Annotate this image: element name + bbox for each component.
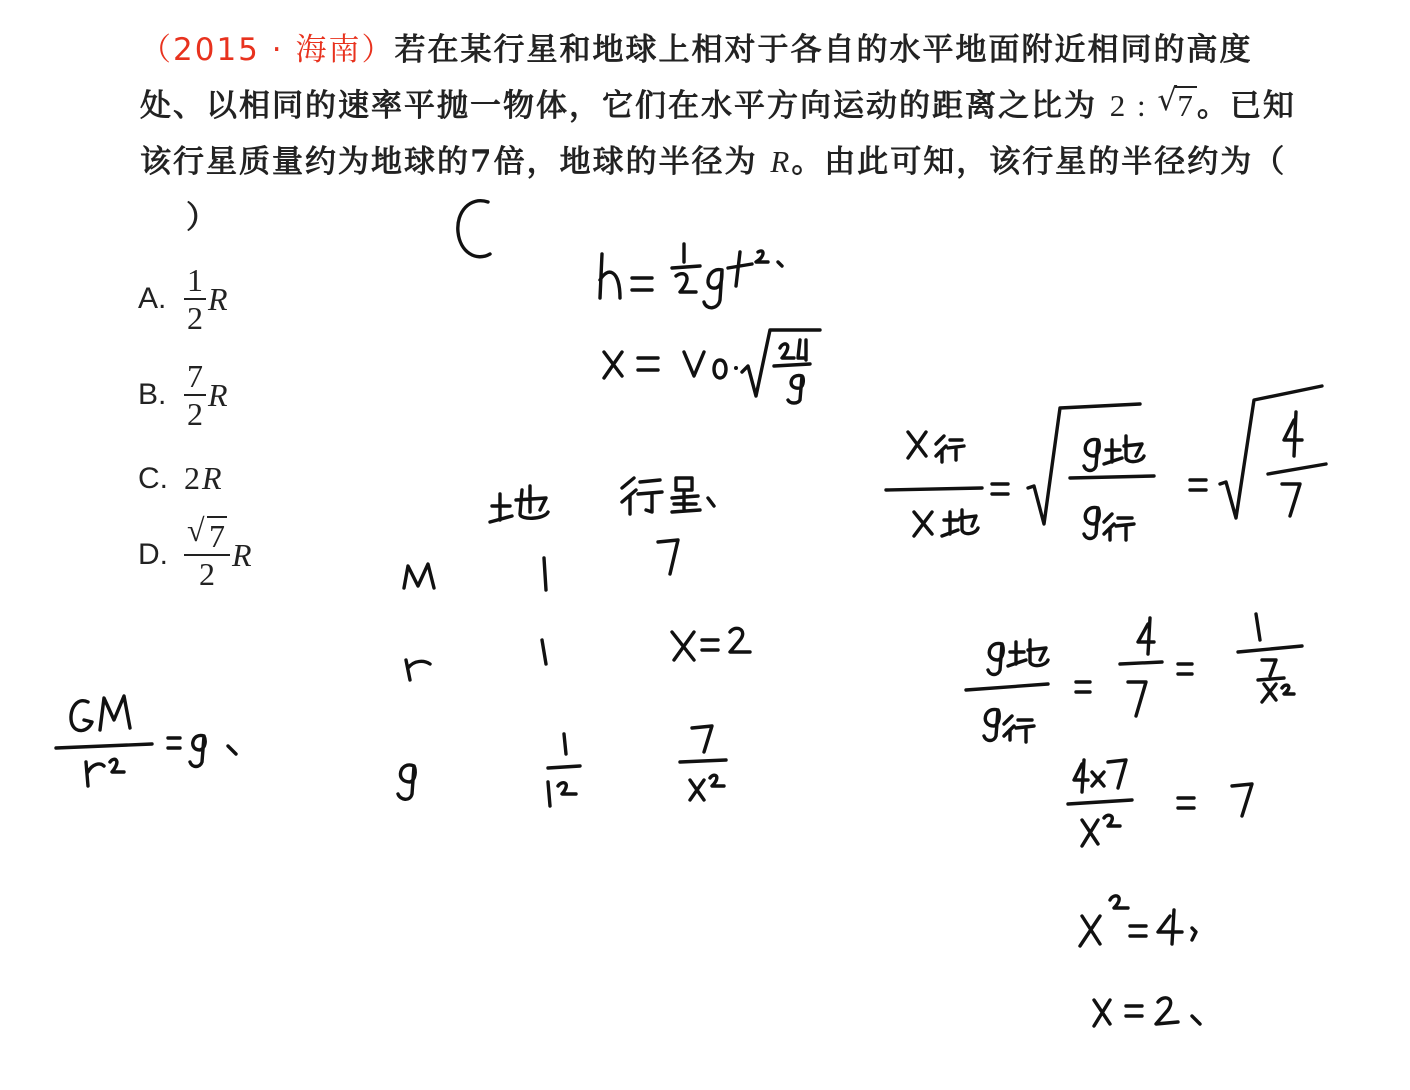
option-b-fraction: $\frac{7}{2}$ bbox=[184, 358, 206, 432]
comparison-table bbox=[398, 478, 750, 806]
distance-formula bbox=[604, 330, 820, 403]
stem-close: ） bbox=[186, 200, 219, 236]
radius-symbol: R bbox=[770, 144, 792, 179]
answer-mark-c bbox=[458, 201, 490, 257]
source-label: （2015 · 海南） bbox=[140, 32, 395, 68]
stem-part1: 若在某行星和地球上相对于各自的水平地面附近相同的高度处、以相同的速率平抛一物体，它们在水平方向运动的距离之比为 bbox=[140, 32, 1253, 124]
stem-part3: 。由此可知，该行星的半径约为（ bbox=[791, 144, 1287, 180]
height-formula bbox=[600, 244, 782, 308]
option-c-letter: C. bbox=[138, 461, 168, 495]
ratio-left: 2 : bbox=[1109, 88, 1158, 123]
option-a-variable: R bbox=[208, 280, 228, 317]
ratio-equation bbox=[886, 386, 1326, 540]
option-d-variable: R bbox=[232, 536, 252, 573]
step3-equation bbox=[1094, 998, 1200, 1026]
option-d-fraction: √ 7 2 bbox=[184, 518, 230, 592]
step1-equation bbox=[1068, 760, 1252, 846]
option-b-variable: R bbox=[208, 376, 228, 413]
option-a-fraction: $\frac{1}{2}$ bbox=[184, 262, 206, 336]
stem-part2: 。已知该行星质量约为地球的7倍，地球的半径为 bbox=[140, 88, 1296, 180]
step2-equation bbox=[1080, 896, 1196, 946]
option-a-letter: A. bbox=[138, 282, 167, 315]
option-d-letter: D. bbox=[138, 538, 168, 571]
option-b-letter: B. bbox=[138, 378, 167, 411]
ratio-sqrt: √ 7 bbox=[1157, 82, 1195, 123]
option-c-variable: R bbox=[202, 460, 222, 496]
option-c-value: 2 bbox=[184, 460, 200, 496]
gravity-relation bbox=[56, 696, 236, 786]
g-ratio-equation bbox=[966, 614, 1302, 742]
